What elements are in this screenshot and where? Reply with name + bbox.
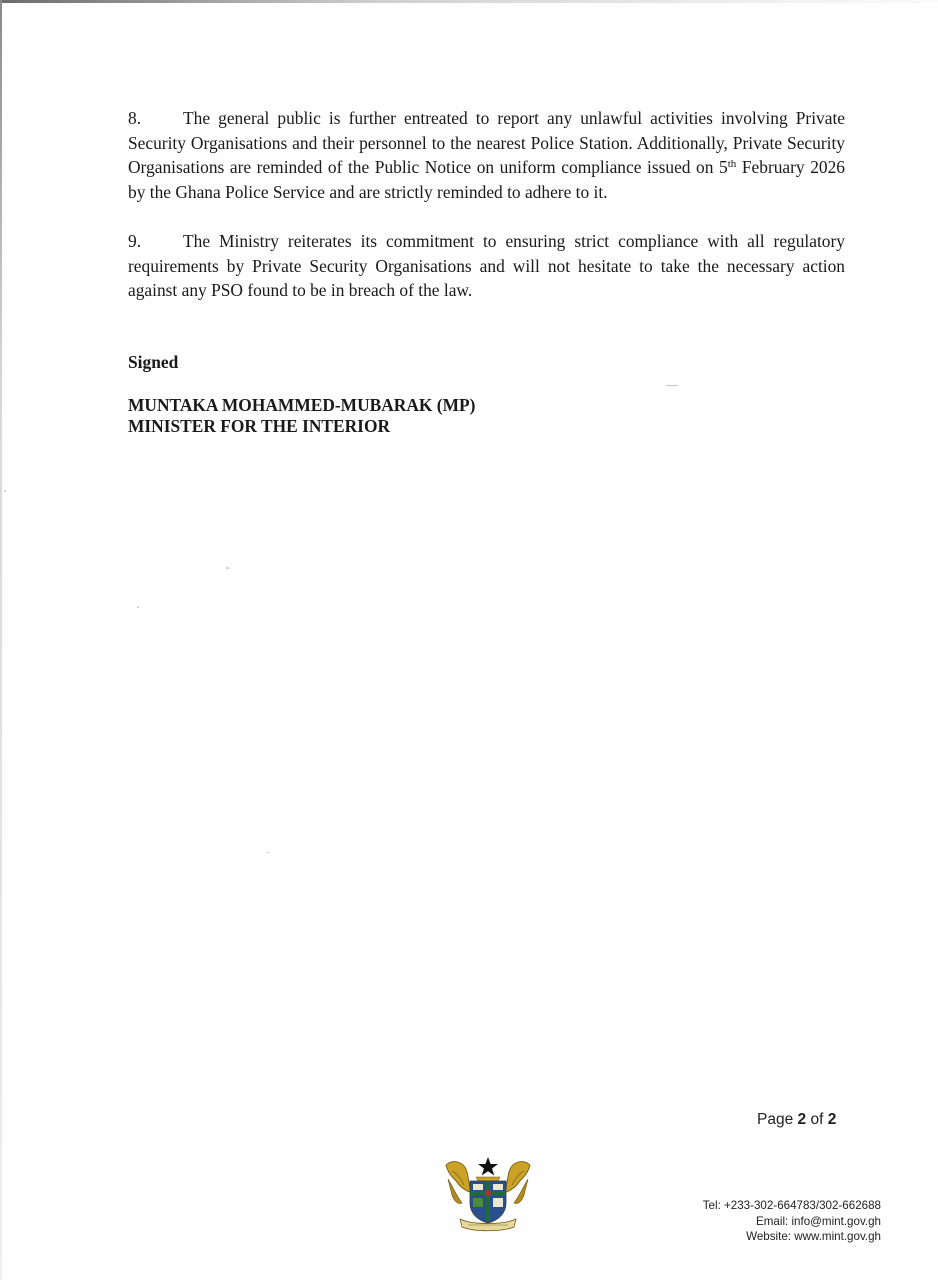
page-number <box>757 1111 836 1129</box>
scan-speck <box>266 852 269 853</box>
ghana-coat-of-arms-icon <box>442 1155 534 1233</box>
paragraph-9 <box>128 229 845 303</box>
signatory-title: MINISTER FOR THE INTERIOR <box>128 416 391 436</box>
scan-speck <box>666 385 678 386</box>
scan-top-edge <box>0 0 938 3</box>
scan-speck <box>4 490 6 492</box>
paragraph-9-number: 9. <box>128 231 142 251</box>
scan-speck <box>137 606 139 608</box>
paragraph-8 <box>128 106 845 204</box>
signatory-block <box>128 395 475 437</box>
page-of: of <box>810 1111 824 1128</box>
contact-tel: Tel: +233-302-664783/302-662688 <box>702 1199 881 1212</box>
page-current: 2 <box>797 1111 807 1128</box>
scan-speck <box>226 567 229 569</box>
contact-website[interactable]: Website: www.mint.gov.gh <box>746 1230 881 1243</box>
signed-label: Signed <box>128 352 179 372</box>
paragraph-8-text-end: February 2026 by the Ghana Police Service and are strictly reminded to adhere to it. <box>128 157 845 202</box>
paragraph-8-text: The general public is further entreated to report any unlawful activities involving Private Security Organisations and their personnel to the nearest Police Station. Additionally, Private Security Organisations are reminded of the Public Notice on uniform compliance issued on 5 <box>128 108 845 177</box>
paragraph-9-text: The Ministry reiterates its commitment to ensuring strict compliance with all regulatory requirements by Private Security Organisations and will not hesitate to take the necessary action against any PSO found to be in breach of the law. <box>128 231 845 300</box>
contact-email[interactable]: Email: info@mint.gov.gh <box>756 1214 881 1228</box>
scan-left-edge <box>0 0 2 1280</box>
paragraph-8-superscript: th <box>727 158 737 170</box>
contact-details <box>703 1198 881 1245</box>
paragraph-8-number: 8. <box>128 108 142 128</box>
page-label: Page <box>757 1111 794 1128</box>
signatory-name: MUNTAKA MOHAMMED-MUBARAK (MP) <box>128 395 476 415</box>
page-total: 2 <box>827 1111 837 1128</box>
